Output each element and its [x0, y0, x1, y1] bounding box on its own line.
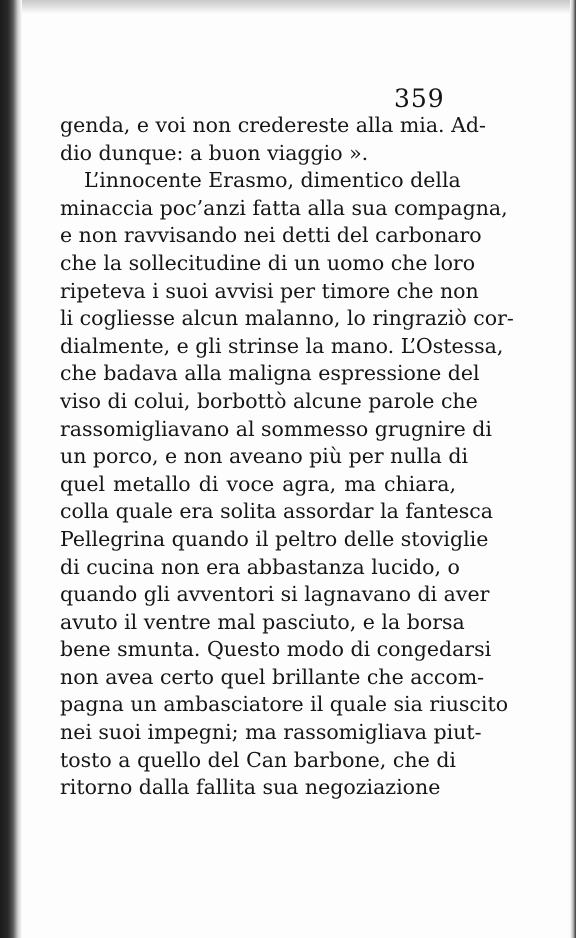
top-shadow	[0, 0, 576, 14]
text-line: tosto a quello del Can barbone, che di	[60, 747, 456, 772]
text-line: che badava alla maligna espressione del	[60, 361, 480, 386]
text-line: avuto il ventre mal pasciuto, e la borsa	[60, 609, 465, 634]
binding-edge	[0, 0, 22, 938]
page-edge	[570, 0, 576, 938]
text-line: colla quale era solita assordar la fantesca	[60, 499, 494, 524]
text-line: minaccia poc’anzi fatta alla sua compagna,	[60, 195, 508, 220]
text-line: un porco, e non aveano più per nulla di	[60, 444, 469, 469]
text-line: li cogliesse alcun malanno, lo ringraziò cor-	[60, 306, 514, 331]
text-line: bene smunta. Questo modo di congedarsi	[60, 637, 492, 662]
text-line: rassomigliavano al sommesso grugnire di	[60, 416, 492, 441]
text-line: dio dunque: a buon viaggio ».	[60, 140, 369, 165]
text-line: quel metallo di voce agra, ma chiara,	[60, 471, 456, 496]
text-line: di cucina non era abbastanza lucido, o	[60, 554, 460, 579]
text-line: pagna un ambasciatore il quale sia riuscito	[60, 692, 509, 717]
text-line: dialmente, e gli strinse la mano. L’Ostessa,	[60, 333, 504, 358]
text-line: genda, e voi non credereste alla mia. Ad-	[60, 113, 486, 137]
body-text	[60, 112, 514, 802]
text-line: quando gli avventori si lagnavano di aver	[60, 582, 490, 607]
text-line: che la sollecitudine di un uomo che loro	[60, 250, 476, 275]
text-line: ritorno dalla fallita sua negoziazione	[60, 775, 441, 800]
text-line: Pellegrina quando il peltro delle stoviglie	[60, 526, 489, 551]
text-line: e non ravvisando nei detti del carbonaro	[60, 223, 482, 248]
text-line: ripeteva i suoi avvisi per timore che non	[60, 278, 479, 303]
text-line: viso di colui, borbottò alcune parole che	[60, 388, 478, 413]
text-line: nei suoi impegni; ma rassomigliava piut-	[60, 720, 482, 745]
text-line: non avea certo quel brillante che accom-	[60, 664, 485, 689]
paragraph-start-line: L’innocente Erasmo, dimentico della	[84, 168, 461, 193]
page-number: 359	[394, 84, 445, 113]
